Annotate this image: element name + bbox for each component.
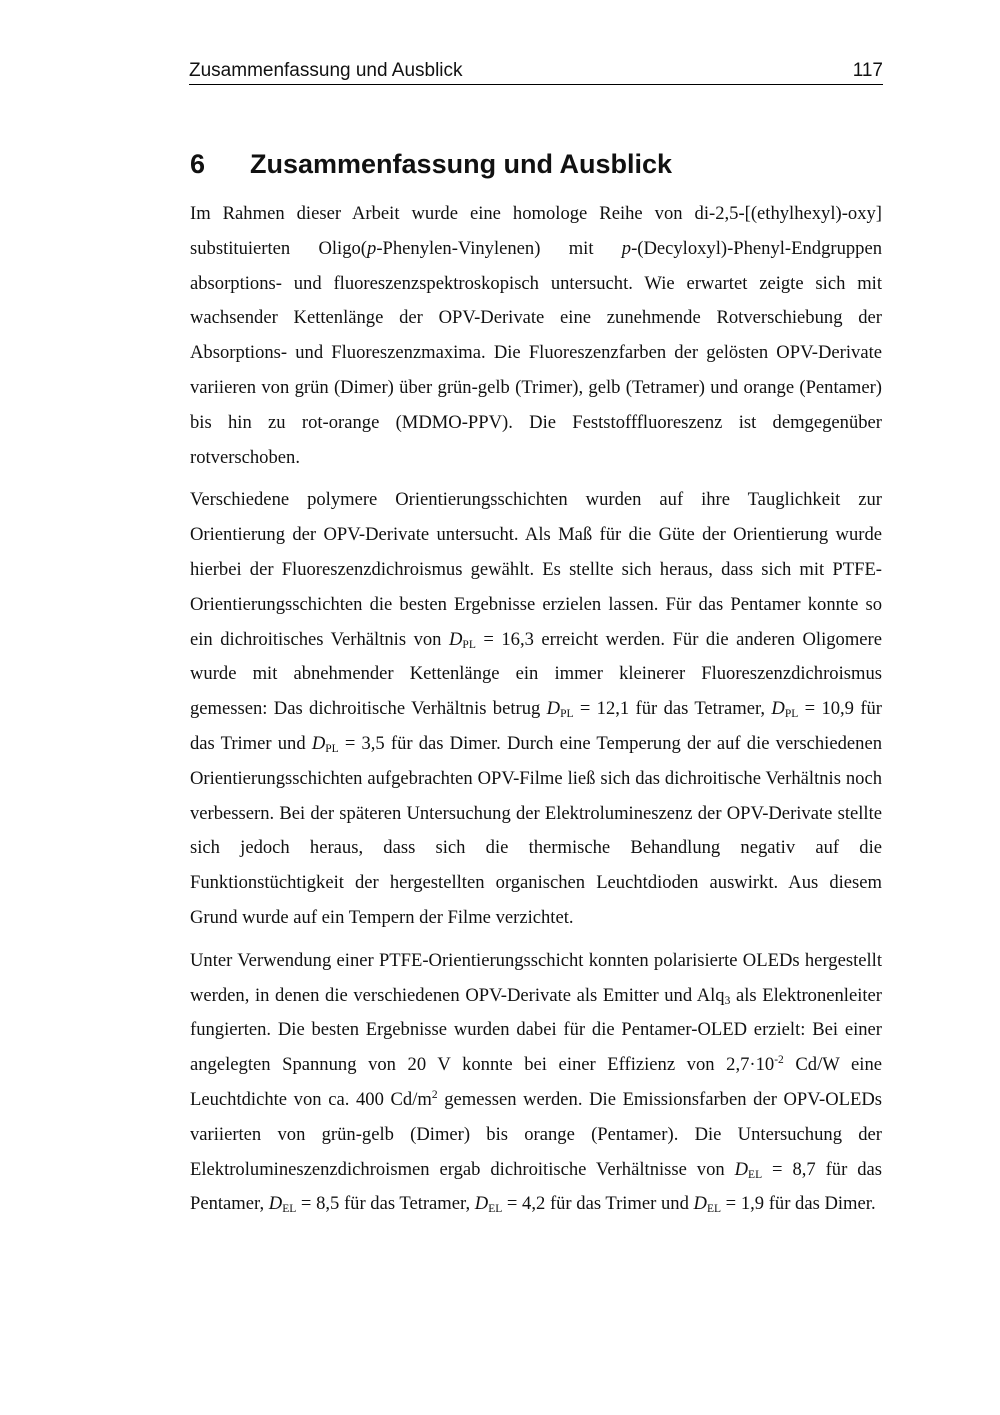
superscript-exponent: -2 xyxy=(774,1054,784,1067)
text-run: Verschiedene polymere Orientierungsschichten wurden auf ihre Tauglichkeit zur Orientierung der OPV-Derivate untersucht. Als Maß für die Güte der Orientierung wurde hierbei der Fluoreszenzdichroismus gewählt. Es stellte sich heraus, dass sich mit PTFE-Orientierungsschichten die besten Ergebnisse erzielen lassen. Für das Pentamer konnte so ein dichroitisches Verhältnis von xyxy=(190,489,882,650)
subscript-el: EL xyxy=(748,1168,763,1181)
text-run: Unter Verwendung einer PTFE-Orientierungsschicht konnten polarisierte OLEDs hergestellt werden, in denen die verschiedenen OPV-Derivate als Emitter und Alq xyxy=(190,949,882,1006)
text-run: -Phenylen-Vinylenen) mit xyxy=(376,237,622,259)
chapter-number: 6 xyxy=(190,149,206,179)
running-header xyxy=(189,58,883,85)
chapter-title: Zusammenfassung und Ausblick xyxy=(250,149,673,179)
subscript-el: EL xyxy=(282,1203,297,1216)
symbol-d: D xyxy=(474,1193,489,1215)
text-run: = 3,5 für das Dimer. Durch eine Temperung der auf die verschiedenen Orientierungsschichten aufgebrachten OPV-Filme ließ sich das dichroitische Verhältnis noch verbessern. Bei der späteren Untersuchung der Elektrolumineszenz der OPV-Derivate stellte sich jedoch heraus, dass sich die thermische Behandlung negativ auf die Funktionstüchtigkeit der hergestellten organischen Leuchtdioden auswirkt. Aus diesem Grund wurde auf ein Tempern der Filme verzichtet. xyxy=(190,732,882,928)
text-run: -(Decyloxyl)-Phenyl-Endgruppen absorptions- und fluoreszenzspektroskopisch untersucht. Wie erwartet zeigte sich mit wachsender Kettenlänge der OPV-Derivate eine zunehmende Rotverschiebung der Absorptions- und Fluoreszenzmaxima. Die Fluoreszenzfarben der gelösten OPV-Derivate variieren von grün (Dimer) über grün-gelb (Trimer), gelb (Tetramer) und orange (Pentamer) bis hin zu rot-orange (MDMO-PPV). Die Feststofffluoreszenz ist demgegenüber rotverschoben. xyxy=(190,237,883,468)
subscript-pl: PL xyxy=(784,708,799,721)
text-run: = 8,7 für das Pentamer, xyxy=(190,1158,882,1215)
symbol-d: D xyxy=(693,1193,707,1215)
body-text xyxy=(190,197,882,1230)
text-run: = 1,9 für das Dimer. xyxy=(721,1193,876,1215)
text-run: = 8,5 für das Tetramer, xyxy=(296,1193,475,1215)
subscript-pl: PL xyxy=(560,708,574,721)
symbol-d: D xyxy=(546,698,561,720)
symbol-d: D xyxy=(311,732,326,754)
text-run: = 16,3 erreicht werden. Für die anderen Oligomere wurde mit abnehmender Kettenlänge ein immer kleinerer Fluoreszenzdichroismus gemessen: Das dichroitische Verhältnis betrug xyxy=(190,628,882,720)
text-run: = 12,1 für das Tetramer, xyxy=(573,698,772,720)
page-number: 117 xyxy=(852,60,883,81)
superscript-exponent: 2 xyxy=(431,1088,438,1101)
italic-p: p xyxy=(621,237,632,259)
text-run: = 10,9 für das Trimer und xyxy=(190,698,882,754)
subscript-pl: PL xyxy=(325,742,339,755)
paragraph-1 xyxy=(190,197,882,475)
symbol-d: D xyxy=(448,628,463,650)
text-run: Im Rahmen dieser Arbeit wurde eine homologe Reihe von di-2,5-[(ethylhexyl)-oxy] substituierten Oligo( xyxy=(190,203,882,259)
subscript-pl: PL xyxy=(462,638,476,651)
paragraph-3 xyxy=(190,944,882,1222)
text-run: gemessen werden. Die Emissionsfarben der OPV-OLEDs variierten von grün-gelb (Dimer) bis orange (Pentamer). Die Untersuchung der Elektrolumineszenzdichroismen ergab dichroitische Verhältnisse von xyxy=(190,1088,882,1180)
subscript-el: EL xyxy=(488,1203,503,1216)
chapter-heading xyxy=(190,144,884,184)
text-run: Cd/W eine Leuchtdichte von ca. 400 Cd/m xyxy=(190,1054,882,1110)
paragraph-2 xyxy=(190,483,882,935)
text-run: = 4,2 für das Trimer und xyxy=(502,1193,694,1215)
text-run: als Elektronenleiter fungierten. Die besten Ergebnisse wurden dabei für die Pentamer-OLED erzielt: Bei einer angelegten Spannung von 20 V konnte bei einer Effizienz von 2,7·10 xyxy=(190,984,882,1076)
symbol-d: D xyxy=(771,698,785,720)
running-title: Zusammenfassung und Ausblick xyxy=(189,60,463,81)
subscript-3: 3 xyxy=(724,994,731,1007)
symbol-d: D xyxy=(268,1193,283,1215)
subscript-el: EL xyxy=(706,1203,722,1216)
symbol-d: D xyxy=(734,1158,749,1180)
italic-p: p xyxy=(367,237,377,259)
